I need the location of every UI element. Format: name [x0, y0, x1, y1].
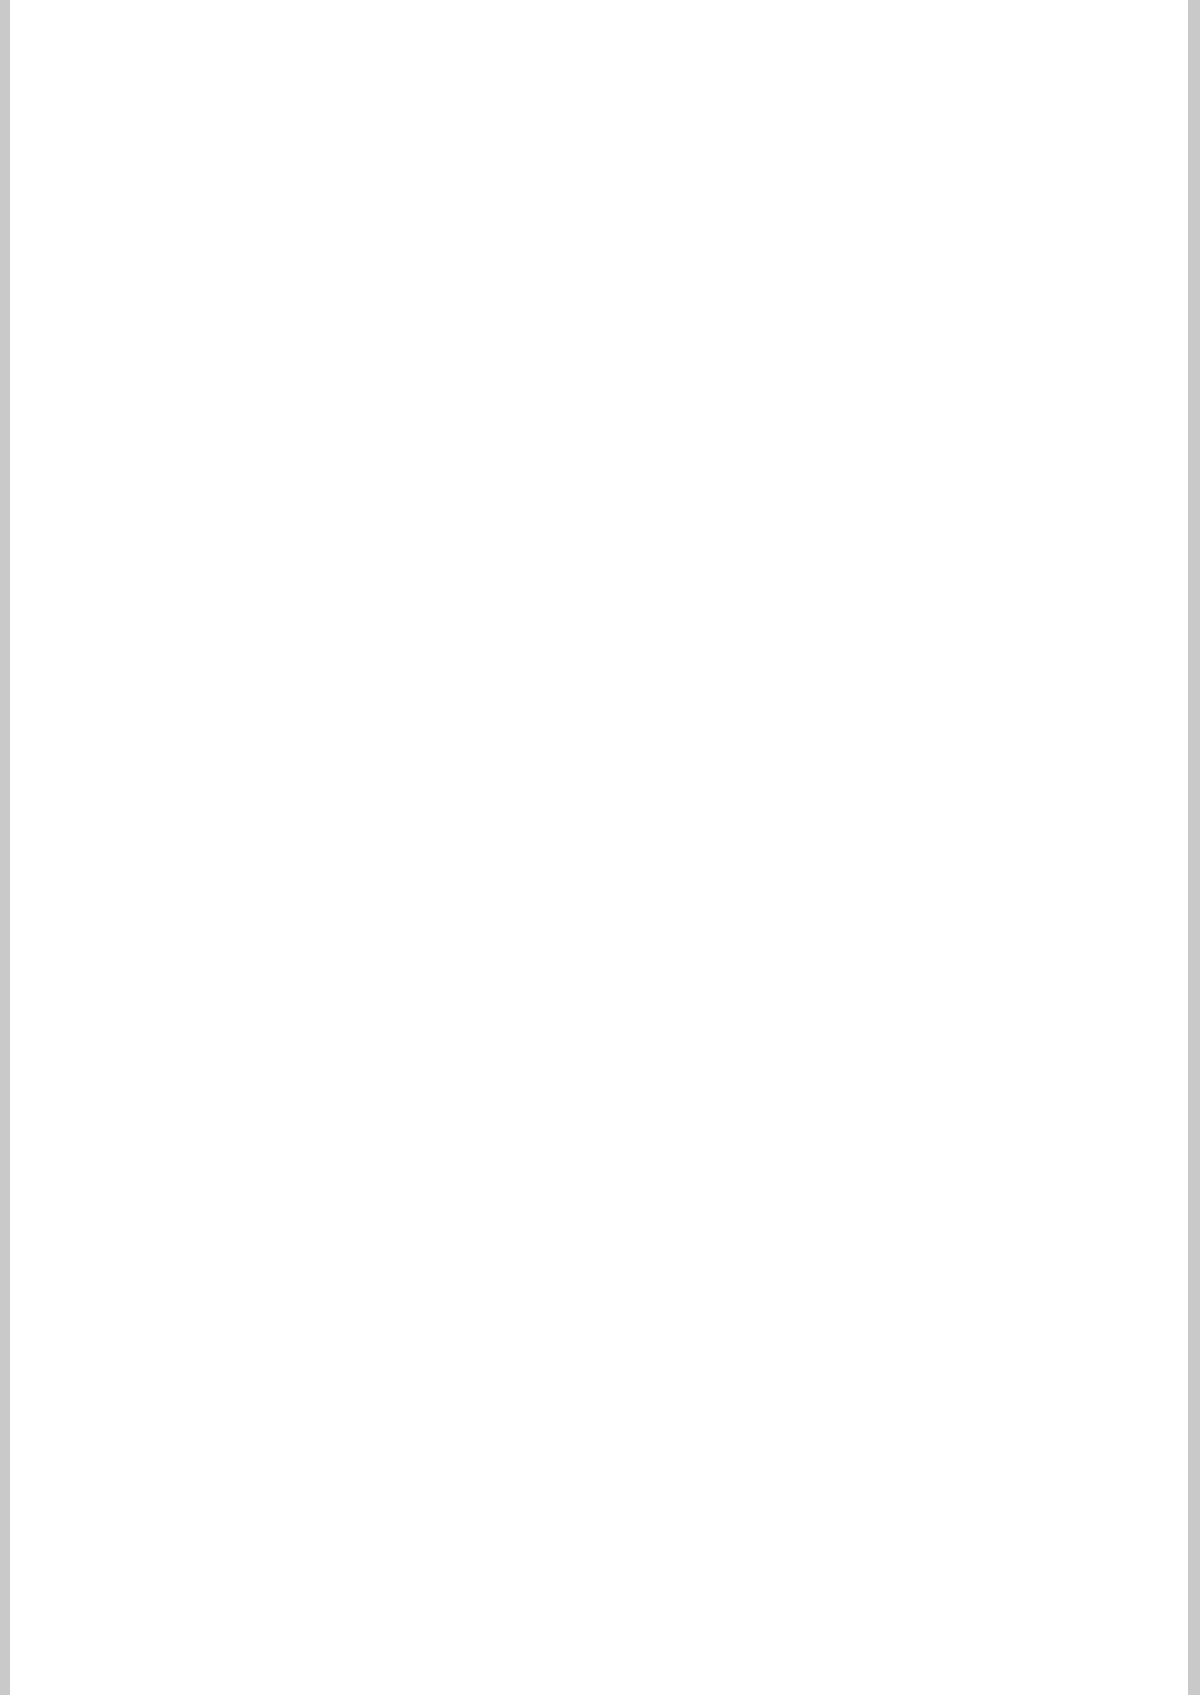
tariff-table	[68, 47, 1128, 1647]
document-page	[10, 0, 1188, 1695]
rotated-table-container	[68, 47, 1128, 1647]
table-body	[68, 47, 1128, 1647]
